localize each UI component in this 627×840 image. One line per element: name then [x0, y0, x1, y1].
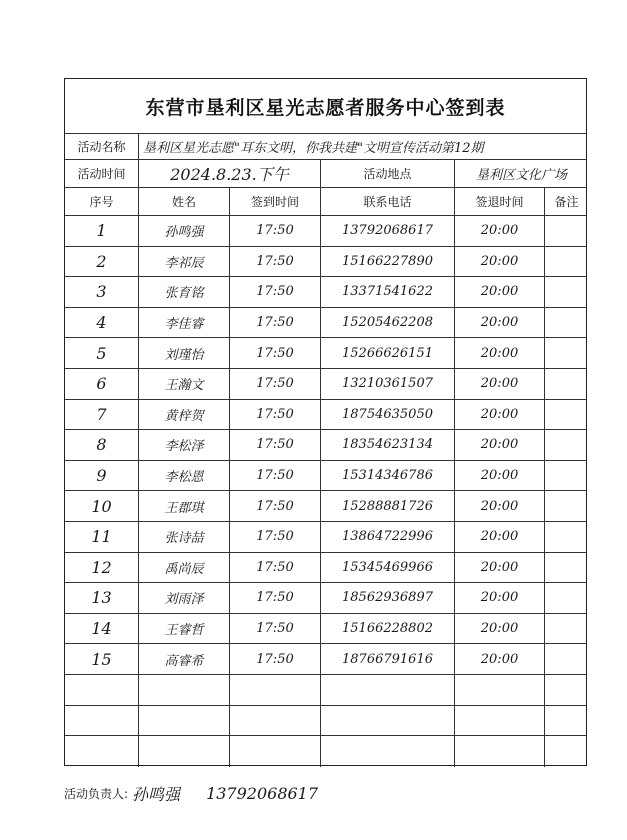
cell-name: 张诗喆 [139, 522, 230, 552]
cell-phone [321, 736, 455, 767]
cell-phone: 13210361507 [321, 369, 455, 399]
cell-no: 8 [65, 430, 139, 460]
table-row [65, 706, 586, 737]
cell-note [545, 247, 588, 277]
cell-phone: 15345469966 [321, 553, 455, 583]
cell-name: 刘瑾怡 [139, 338, 230, 368]
cell-out: 20:00 [455, 430, 545, 460]
cell-no: 5 [65, 338, 139, 368]
cell-name: 王睿哲 [139, 614, 230, 644]
cell-in: 17:50 [230, 522, 321, 552]
table-row [65, 644, 586, 675]
table-row [65, 400, 586, 431]
table-row [65, 675, 586, 706]
cell-out: 20:00 [455, 553, 545, 583]
cell-no: 3 [65, 277, 139, 307]
cell-no [65, 706, 139, 736]
cell-name: 王郡琪 [139, 491, 230, 521]
cell-note [545, 216, 588, 246]
cell-note [545, 308, 588, 338]
cell-phone: 18354623134 [321, 430, 455, 460]
table-row [65, 461, 586, 492]
cell-note [545, 400, 588, 430]
col-header-name: 姓名 [139, 188, 230, 215]
cell-in: 17:50 [230, 644, 321, 674]
cell-note [545, 706, 588, 736]
cell-out: 20:00 [455, 583, 545, 613]
activity-name-label: 活动名称 [65, 133, 139, 159]
cell-name: 李松恩 [139, 461, 230, 491]
col-header-sign-out: 签退时间 [455, 188, 545, 215]
cell-phone: 13792068617 [321, 216, 455, 246]
cell-in: 17:50 [230, 430, 321, 460]
table-row [65, 369, 586, 400]
cell-no: 2 [65, 247, 139, 277]
cell-name [139, 736, 230, 767]
cell-no [65, 736, 139, 767]
activity-place-label: 活动地点 [321, 160, 455, 187]
table-row [65, 522, 586, 553]
table-row [65, 553, 586, 584]
cell-no: 11 [65, 522, 139, 552]
cell-no: 7 [65, 400, 139, 430]
cell-in [230, 675, 321, 705]
cell-name: 李祁辰 [139, 247, 230, 277]
cell-note [545, 491, 588, 521]
cell-no: 14 [65, 614, 139, 644]
cell-note [545, 461, 588, 491]
cell-out: 20:00 [455, 644, 545, 674]
col-header-sign-in: 签到时间 [230, 188, 321, 215]
cell-note [545, 522, 588, 552]
cell-in: 17:50 [230, 369, 321, 399]
col-header-note: 备注 [554, 195, 579, 209]
cell-in: 17:50 [230, 308, 321, 338]
cell-out: 20:00 [455, 400, 545, 430]
cell-phone: 15314346786 [321, 461, 455, 491]
cell-name: 黄梓贺 [139, 400, 230, 430]
cell-out: 20:00 [455, 461, 545, 491]
cell-note [545, 644, 588, 674]
table-row [65, 277, 586, 308]
cell-no [65, 675, 139, 705]
cell-note [545, 583, 588, 613]
cell-out: 20:00 [455, 277, 545, 307]
cell-out: 20:00 [455, 308, 545, 338]
table-row [65, 308, 586, 339]
cell-note [545, 614, 588, 644]
cell-name: 张育铭 [139, 277, 230, 307]
cell-no: 13 [65, 583, 139, 613]
activity-time-value: 2024.8.23.下午 [139, 160, 321, 187]
cell-in: 17:50 [230, 338, 321, 368]
cell-phone: 15205462208 [321, 308, 455, 338]
cell-in: 17:50 [230, 216, 321, 246]
cell-note [545, 277, 588, 307]
cell-phone: 15166228802 [321, 614, 455, 644]
cell-name: 李松泽 [139, 430, 230, 460]
cell-in: 17:50 [230, 553, 321, 583]
activity-time-label: 活动时间 [65, 160, 139, 187]
table-row [65, 491, 586, 522]
cell-out: 20:00 [455, 614, 545, 644]
footer [64, 778, 318, 808]
col-header-phone: 联系电话 [321, 188, 455, 215]
cell-phone: 18562936897 [321, 583, 455, 613]
footer-phone: 13792068617 [206, 783, 319, 803]
cell-in [230, 706, 321, 736]
cell-in: 17:50 [230, 277, 321, 307]
cell-name: 孙鸣强 [139, 216, 230, 246]
cell-phone: 15166227890 [321, 247, 455, 277]
cell-no: 10 [65, 491, 139, 521]
cell-in: 17:50 [230, 583, 321, 613]
table-header-row [65, 188, 586, 216]
cell-name: 刘雨泽 [139, 583, 230, 613]
cell-phone: 13371541622 [321, 277, 455, 307]
cell-in: 17:50 [230, 400, 321, 430]
cell-name: 高睿希 [139, 644, 230, 674]
cell-name [139, 675, 230, 705]
cell-out: 20:00 [455, 247, 545, 277]
table-row [65, 247, 586, 278]
cell-out: 20:00 [455, 369, 545, 399]
cell-note [545, 553, 588, 583]
activity-name-value: 垦利区星光志愿"耳东文明，你我共建"文明宣传活动第12期 [143, 140, 484, 156]
cell-in: 17:50 [230, 247, 321, 277]
cell-note [545, 675, 588, 705]
table-row [65, 430, 586, 461]
cell-out: 20:00 [455, 216, 545, 246]
cell-in: 17:50 [230, 614, 321, 644]
cell-out: 20:00 [455, 491, 545, 521]
cell-out: 20:00 [455, 338, 545, 368]
table-row [65, 614, 586, 645]
cell-no: 12 [65, 553, 139, 583]
cell-in [230, 736, 321, 767]
cell-in: 17:50 [230, 491, 321, 521]
cell-out [455, 706, 545, 736]
cell-note [545, 430, 588, 460]
sheet-title: 东营市垦利区星光志愿者服务中心签到表 [65, 79, 586, 134]
cell-no: 15 [65, 644, 139, 674]
cell-no: 6 [65, 369, 139, 399]
table-row [65, 216, 586, 247]
cell-note [545, 369, 588, 399]
cell-no: 9 [65, 461, 139, 491]
activity-place-value: 垦利区文化广场 [475, 168, 567, 183]
cell-phone: 18754635050 [321, 400, 455, 430]
cell-phone: 13864722996 [321, 522, 455, 552]
cell-name: 王瀚文 [139, 369, 230, 399]
cell-name [139, 706, 230, 736]
cell-phone [321, 675, 455, 705]
cell-phone: 18766791616 [321, 644, 455, 674]
table-row [65, 583, 586, 614]
cell-in: 17:50 [230, 461, 321, 491]
table-row [65, 338, 586, 369]
cell-no: 1 [65, 216, 139, 246]
table-row [65, 736, 586, 767]
footer-name: 孙鸣强 [132, 784, 181, 804]
activity-name-row [65, 133, 586, 160]
cell-note [545, 736, 588, 767]
cell-out: 20:00 [455, 522, 545, 552]
cell-out [455, 736, 545, 767]
cell-phone: 15288881726 [321, 491, 455, 521]
cell-phone [321, 706, 455, 736]
cell-name: 禹尚辰 [139, 553, 230, 583]
col-header-no: 序号 [65, 188, 139, 215]
footer-label: 活动负责人: [64, 786, 129, 801]
cell-out [455, 675, 545, 705]
cell-phone: 15266626151 [321, 338, 455, 368]
cell-name: 李佳睿 [139, 308, 230, 338]
sign-in-sheet [64, 78, 587, 766]
cell-no: 4 [65, 308, 139, 338]
activity-time-row [65, 160, 586, 188]
cell-note [545, 338, 588, 368]
